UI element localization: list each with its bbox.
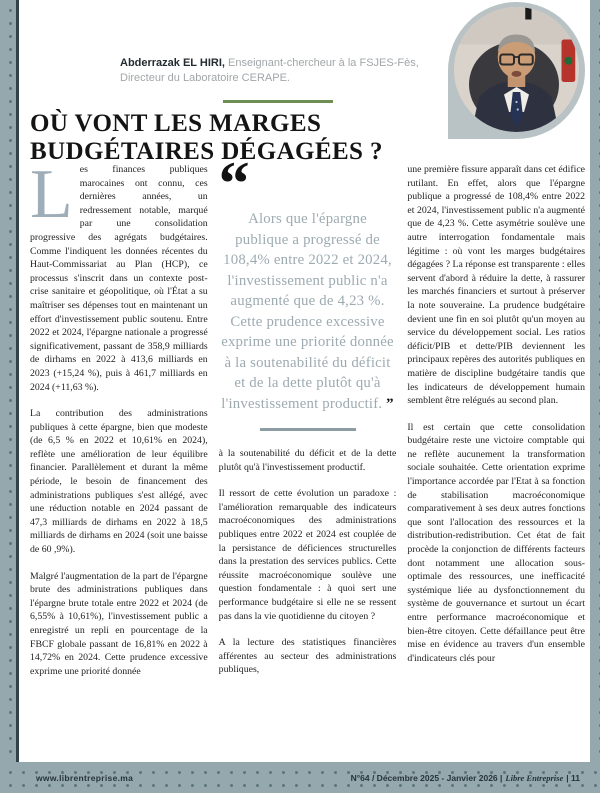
pull-quote	[219, 209, 397, 414]
article-body	[30, 150, 586, 691]
author-portrait-illustration	[454, 7, 579, 132]
paragraph-text: es finances publiques marocaines ont connu, ces dernières années, un redressement notable, marqué par une consolidation progressive des agrégats budgétaires. Comme l'indiquent les données récentes du Haut-Commissariat au Plan (HCP), ce processus s'inscrit dans un contexte post-crise sanitaire et géopolitique, où l'État a su maîtriser ses dépenses tout en maintenant un effort d'investissement public soutenu. Entre 2022 et 2024, l'épargne nationale a progressé significativement, passant de 358,9 milliards de dirhams en 2022 à 413,6 milliards en 2023 (+15,24 %), puis à 461,7 milliards en 2024 (+11,63 %).	[30, 164, 208, 393]
footer-website-link[interactable]: www.librentreprise.ma	[36, 772, 134, 783]
article-paragraph: Il ressort de cette évolution un paradoxe : l'amélioration remarquable des indicateurs macroéconomiques des administrations publiques entre 2022 et 2024 est couplée de la persistance de déficiences structurelles dans la prestation des services publics. Cette réussite macroéconomique soulève une question fondamentale : à quoi sert une performance budgétaire si elle ne se ressent pas dans la vie quotidienne du citoyen ?	[218, 488, 397, 622]
article-paragraph: A la lecture des statistiques financières afférentes au secteur des administrations publiques,	[218, 637, 397, 676]
page-title-line1: OÙ VONT LES MARGES	[30, 110, 322, 137]
author-photo	[454, 7, 579, 132]
article-paragraph: une première fissure apparaît dans cet édifice rutilant. En effet, alors que l'épargne publique a progressé de 108,4% entre 2022 et 2024, l'investissement public n'a augmenté que de 4,23 %. Cette asymétrie soulève une autre interrogation fondamentale mais légitime : où vont les marges budgétaires dégagées ? La réponse est transparente : elles servent d'abord à réduire la dette, à rassurer les marchés financiers et surtout à préserver la note souveraine. La prudence budgétaire devient une fin en soi plutôt qu'un moyen au service du développement social. Les ratios déficit/PIB et dette/PIB deviennent les principaux repères des autorités publiques en matière de discipline budgétaire tandis que les indicateurs de développement humain semblent être relégués au second plan.	[407, 164, 586, 407]
column-2	[218, 150, 397, 691]
footer-page-number: | 11	[566, 772, 580, 783]
green-divider-rule	[223, 100, 333, 103]
footer-issue-info	[351, 772, 580, 783]
drop-cap: L	[30, 156, 73, 233]
pull-quote-text: Alors que l'épargne publique a progressé de 108,4% entre 2022 et 2024, l'investissement public n'a augmenté que de 4,23 %. Cette prudence excessive exprime une priorité donnée à la soutenabilité du déficit et de la dette plutôt qu'à l'investissement productif.	[221, 211, 394, 412]
footer-issue-date: N°64 / Décembre 2025 - Janvier 2026 |	[350, 772, 503, 783]
article-paragraph	[30, 156, 208, 394]
quote-divider-rule	[260, 428, 356, 431]
right-dotted-border	[590, 0, 600, 762]
open-quote-icon: “	[218, 150, 250, 218]
page-title-line2: BUDGÉTAIRES DÉGAGÉES ?	[30, 138, 383, 165]
article-paragraph: La contribution des administrations publiques à cette épargne, bien que modeste (de 6,5 % en 2022 et 10,61% en 2024), reflète une amélioration de leur équilibre financier. Parallèlement et durant la même période, le besoin de financement des administrations publiques s'est allégé, avec une réduction notable en 2024 passant de 47,3 milliards de dirhams en 2022 à 18,5 milliards de dirhams en 2024 (soit une baisse de 60 ,9%).	[30, 408, 208, 556]
page-footer	[0, 762, 600, 793]
author-name: Abderrazak EL HIRI,	[120, 57, 225, 69]
article-paragraph: Malgré l'augmentation de la part de l'épargne brute des administrations publiques dans l'épargne brute totale entre 2022 et 2024 (de 6,55% à 10,61%), l'investissement public a enregistré un repli en pourcentage de la FBCF globale passant de 16,81% en 2022 à 14,72% en 2024. Cette prudence excessive exprime une priorité donnée	[30, 570, 208, 677]
author-byline	[120, 56, 450, 85]
author-photo-frame	[448, 2, 585, 139]
author-role-line1: Enseignant-chercheur à la FSJES-Fès,	[224, 57, 419, 69]
close-quote-icon: ”	[386, 395, 394, 412]
column-3	[407, 163, 585, 691]
footer-brand-name: Libre Entreprise	[505, 772, 564, 783]
author-role-line2: Directeur du Laboratoire CERAPE.	[120, 71, 290, 84]
column-1	[30, 156, 208, 691]
article-paragraph: Il est certain que cette consolidation budgétaire reste une victoire comptable qui ne reflète aucunement la transformation sociale souhaitée. Cette orientation exprime l'importance accordée par l'Etat à sa fonction de stabilisation macroéconomique comparativement à ses deux autres fonctions que sont l'allocation des ressources et la distribution-redistribution. Cet état de fait procède la conjonction de différents facteurs dont notamment une allocation sous-optimale des ressources, une inefficacité systémique liée au dysfonctionnement du système de gouvernance et surtout un écart entre performance macroéconomique et bien-être citoyen. Cette défaillance peut être mise en évidence au travers d'un ensemble d'indicateurs clés pour	[407, 421, 586, 664]
article-paragraph: à la soutenabilité du déficit et de la dette plutôt qu'à l'investissement productif.	[218, 448, 397, 473]
left-dotted-border	[0, 0, 19, 762]
